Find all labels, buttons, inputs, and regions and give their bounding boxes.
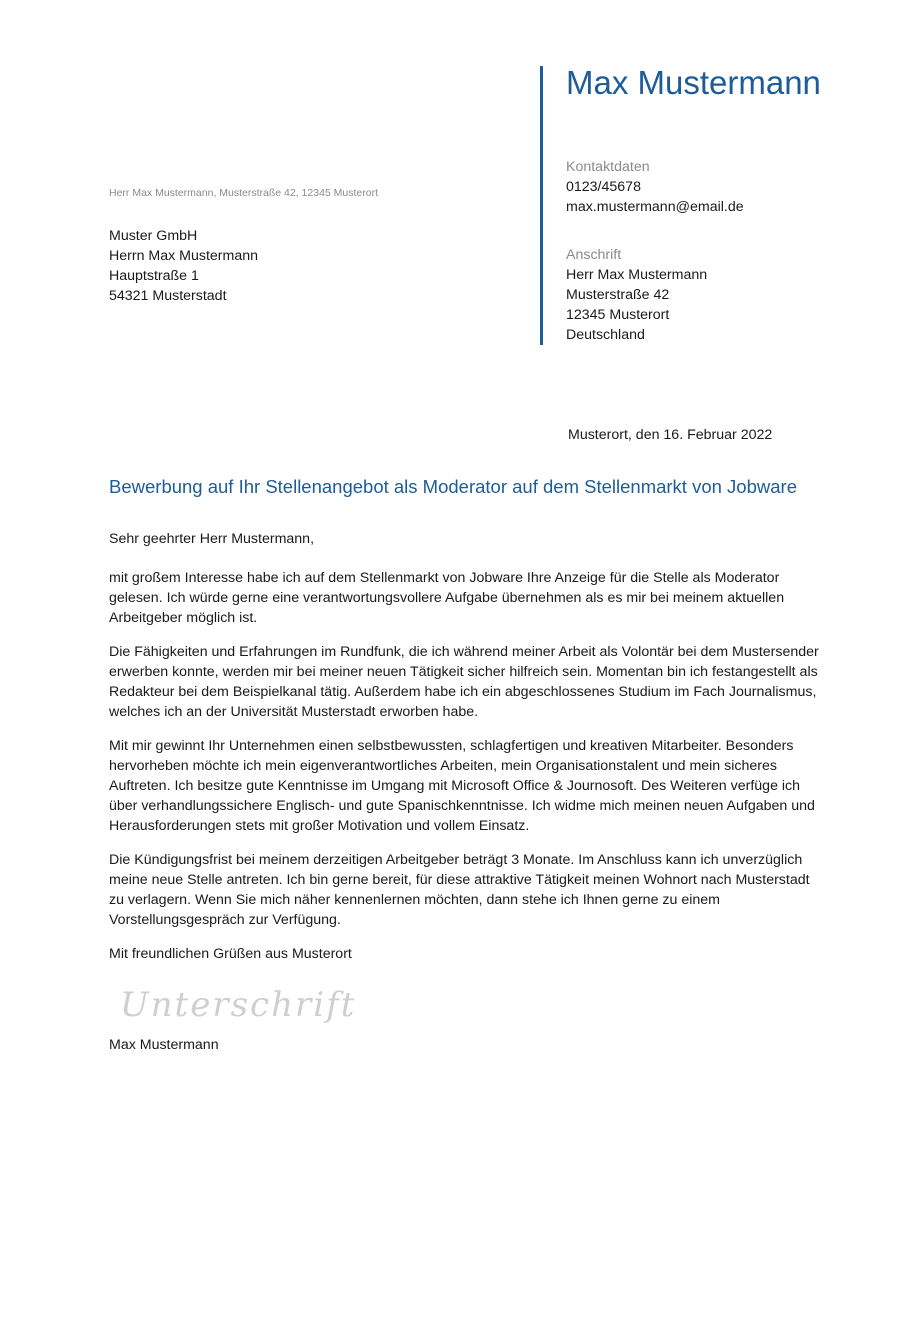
signed-name: Max Mustermann (109, 1037, 219, 1053)
address-line: Deutschland (566, 327, 645, 343)
letter-date: Musterort, den 16. Februar 2022 (568, 427, 773, 443)
contact-email: max.mustermann@email.de (566, 199, 744, 215)
contact-label: Kontaktdaten (566, 159, 650, 175)
recipient-address (109, 226, 258, 306)
body-paragraph-4: Die Kündigungsfrist bei meinem derzeitigen Arbeitgeber beträgt 3 Monate. Im Anschluss kann ich unverzüglich meine neue Stelle antreten. Ich bin gerne bereit, für diese attraktive Tätigkeit meinen Wohnort nach Musterstadt zu verlagern. Wenn Sie mich näher kennenlernen möchten, dann stehe ich Ihnen gerne zu einem Vorstellungsgespräch zur Verfügung. (109, 852, 810, 928)
body-paragraph-1: mit großem Interesse habe ich auf dem Stellenmarkt von Jobware Ihre Anzeige für die Stelle als Moderator gelesen. Ich würde gerne eine verantwortungsvollere Aufgabe übernehmen als es mir bei meinem aktuellen Arbeitgeber möglich ist. (109, 570, 785, 626)
contact-phone: 0123/45678 (566, 179, 641, 195)
body-paragraph-2: Die Fähigkeiten und Erfahrungen im Rundfunk, die ich während meiner Arbeit als Volontär bei dem Mustersender erwerben konnte, werden mir bei meiner neuen Tätigkeit sicher hilfreich sein. Momentan bin ich festangestellt als Redakteur bei dem Beispielkanal tätig. Außerdem habe ich ein abgeschlossenes Studium im Fach Journalismus, welches ich an der Universität Musterstadt erworben habe. (109, 644, 819, 720)
applicant-name-heading: Max Mustermann (566, 64, 821, 101)
signature-image (118, 980, 358, 1030)
recipient-line: Hauptstraße 1 (109, 268, 199, 284)
address-label: Anschrift (566, 247, 622, 263)
address-line: Musterstraße 42 (566, 287, 670, 303)
recipient-line: Herrn Max Mustermann (109, 248, 259, 264)
body-paragraph-3: Mit mir gewinnt Ihr Unternehmen einen selbstbewussten, schlagfertigen und kreativen Mitarbeiter. Besonders hervorheben möchte ich mein eigenverantwortliches Arbeiten, mein Organisationstalent und mein sicheres Auftreten. Ich besitze gute Kenntnisse im Umgang mit Microsoft Office & Journosoft. Des Weiteren verfüge ich über verhandlungssichere Englisch- und gute Spanischkenntnisse. Ich widme mich meinen neuen Aufgaben und Herausforderungen stets mit großer Motivation und vollem Einsatz. (109, 738, 815, 834)
salutation: Sehr geehrter Herr Mustermann, (109, 531, 315, 547)
contact-block (566, 157, 744, 217)
header-accent-bar (540, 66, 543, 345)
address-block (566, 245, 707, 345)
address-line: 12345 Musterort (566, 307, 670, 323)
svg-text:Unterschrift: Unterschrift (120, 985, 357, 1025)
sender-return-line: Herr Max Mustermann, Musterstraße 42, 12345 Musterort (109, 187, 379, 199)
address-line: Herr Max Mustermann (566, 267, 708, 283)
letter-subject: Bewerbung auf Ihr Stellenangebot als Moderator auf dem Stellenmarkt von Jobware (109, 476, 797, 497)
recipient-line: 54321 Musterstadt (109, 288, 227, 304)
recipient-line: Muster GmbH (109, 228, 198, 244)
closing-line: Mit freundlichen Grüßen aus Musterort (109, 946, 352, 962)
